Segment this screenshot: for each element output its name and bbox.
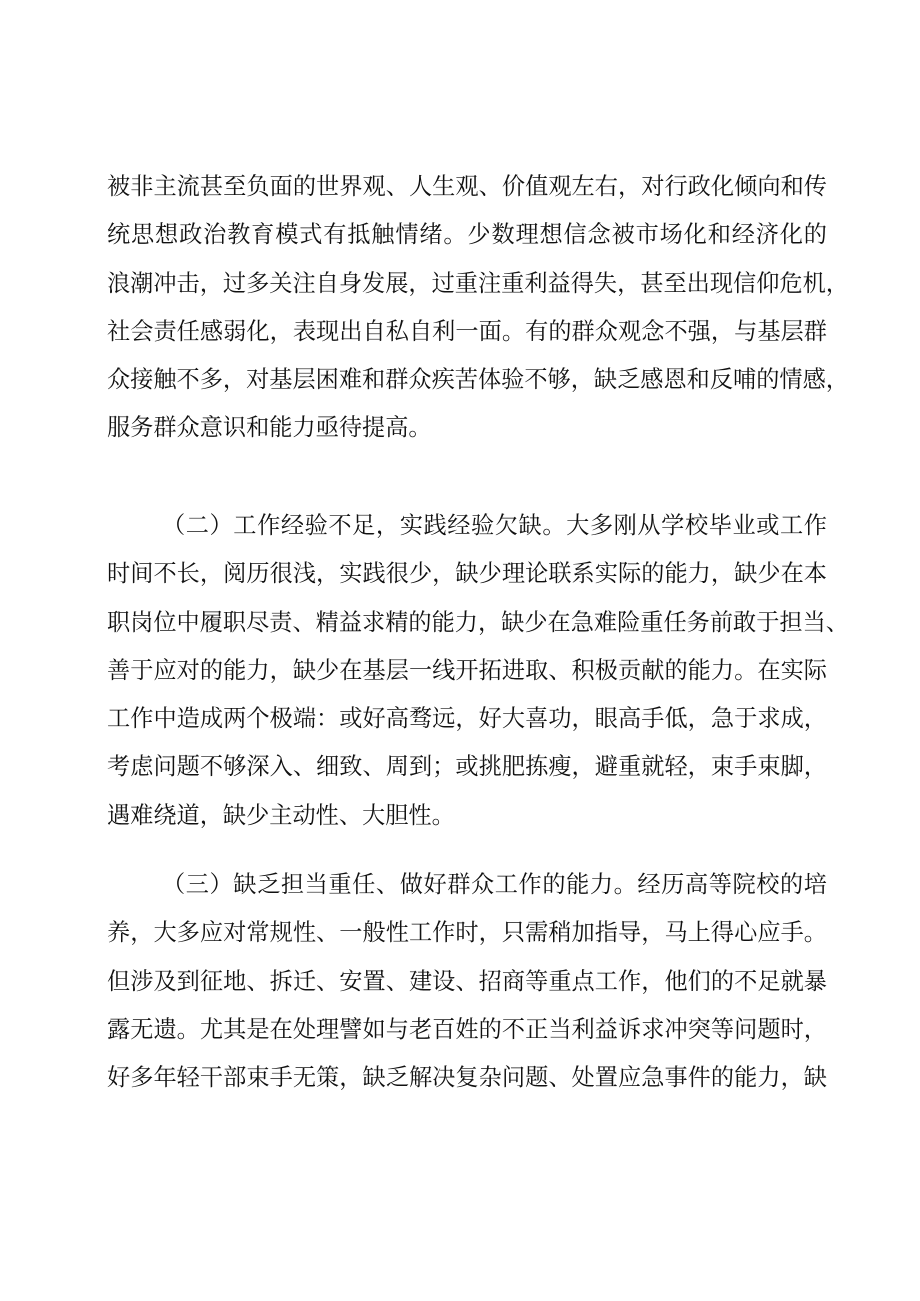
text-line: 露无遗。尤其是在处理譬如与老百姓的不正当利益诉求冲突等问题时， [107,1015,827,1043]
text-line: （三）缺乏担当重任、做好群众工作的能力。经历高等院校的培 [162,871,827,898]
paragraph-ideals-and-values [107,163,849,453]
text-line: 服务群众意识和能力亟待提高。 [107,414,432,442]
text-line: 社会责任感弱化，表现出自私自利一面。有的群众观念不强，与基层群 [107,317,827,345]
text-line: 统思想政治教育模式有抵触情绪。少数理想信念被市场化和经济化的 [107,221,827,249]
paragraph-responsibility [107,861,827,1102]
text-line: 好多年轻干部束手无策，缺乏解决复杂问题、处置应急事件的能力，缺 [107,1064,827,1092]
text-line: 但涉及到征地、拆迁、安置、建设、招商等重点工作，他们的不足就暴 [107,967,827,995]
text-line: 时间不长，阅历很浅，实践很少，缺少理论联系实际的能力，缺少在本 [107,560,827,588]
text-line: 工作中造成两个极端：或好高骛远，好大喜功，眼高手低，急于求成， [107,705,827,733]
text-line: 浪潮冲击，过多关注自身发展，过重注重利益得失，甚至出现信仰危机， [107,269,849,297]
text-line: 被非主流甚至负面的世界观、人生观、价值观左右，对行政化倾向和传 [107,173,827,200]
text-line: 考虑问题不够深入、细致、周到；或挑肥拣瘦，避重就轻，束手束脚， [107,753,827,781]
text-line: 养，大多应对常规性、一般性工作时，只需稍加指导，马上得心应手。 [107,919,827,947]
text-line: （二）工作经验不足，实践经验欠缺。大多刚从学校毕业或工作 [162,512,827,539]
paragraph-work-experience [107,502,849,840]
text-line: 职岗位中履职尽责、精益求精的能力，缺少在急难险重任务前敢于担当、 [107,608,849,636]
text-line: 众接触不多，对基层困难和群众疾苦体验不够，缺乏感恩和反哺的情感， [107,366,849,394]
text-line: 遇难绕道，缺少主动性、大胆性。 [107,801,455,829]
text-line: 善于应对的能力，缺少在基层一线开拓进取、积极贡献的能力。在实际 [107,656,827,684]
